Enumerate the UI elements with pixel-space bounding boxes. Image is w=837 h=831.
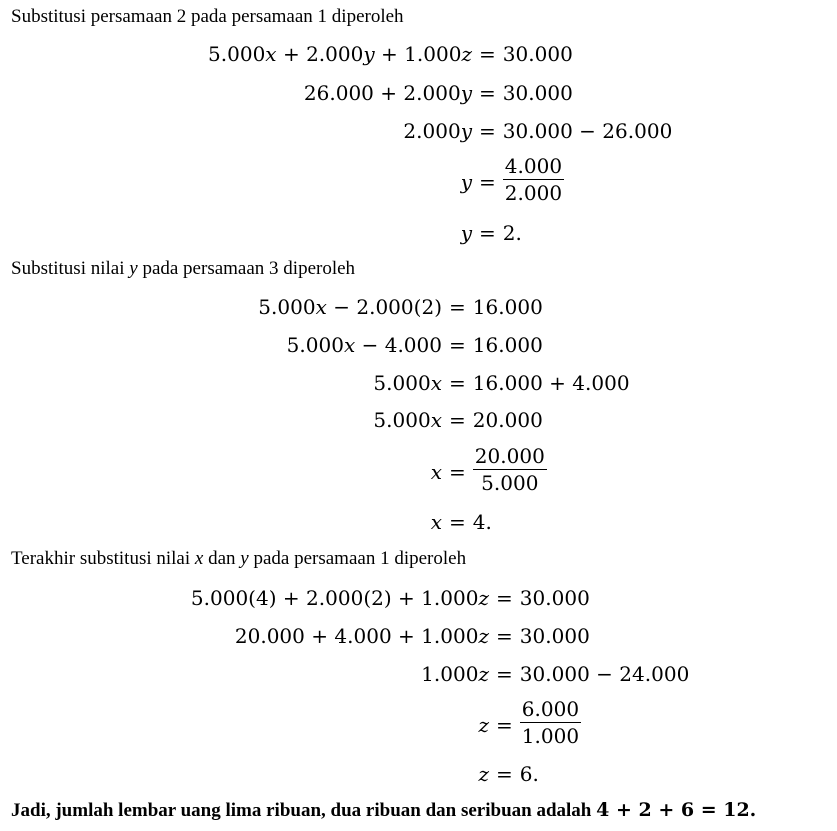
equation-rhs: 16.000 + 4.000 (472, 371, 630, 395)
equals-sign: = (496, 762, 513, 786)
fraction-denominator: 2.000 (504, 181, 563, 205)
heading-variable: x (194, 548, 204, 569)
equation-lhs: 5.000x (373, 408, 442, 432)
equation-rhs: 16.000 (472, 295, 543, 319)
equation-lhs: 2.000y (403, 119, 472, 143)
heading-text: dan (203, 548, 241, 569)
equals-sign: = (496, 662, 513, 686)
equation-line (373, 371, 630, 395)
equation-lhs: x (430, 460, 442, 484)
section3-heading (11, 548, 466, 570)
equation-rhs: 16.000 (472, 333, 543, 357)
conclusion-text: Jadi, jumlah lembar uang lima ribuan, dua ribuan dan seribuan adalah (11, 800, 597, 821)
equals-sign: = (449, 371, 466, 395)
equation-line (303, 81, 573, 105)
equation-lhs: 5.000x − 2.000(2) (258, 295, 442, 319)
equation-lhs: 1.000z (421, 662, 489, 686)
equation-lhs: y (460, 221, 472, 245)
conclusion (11, 799, 756, 822)
equation-lhs: 26.000 + 2.000y (303, 81, 472, 105)
equation-rhs: 20.000 (472, 408, 543, 432)
equals-sign: = (449, 510, 466, 534)
equation-line (373, 408, 543, 432)
equation-rhs: 30.000 (502, 81, 573, 105)
heading-text: Substitusi nilai (11, 258, 130, 279)
equation-lhs: z (478, 762, 489, 786)
fraction-denominator: 1.000 (521, 724, 580, 748)
fraction-denominator: 5.000 (481, 471, 539, 495)
equation-line (190, 586, 590, 610)
equation-rhs: 4. (472, 510, 492, 534)
equation-lhs: 5.000x + 2.000y + 1.000z (208, 42, 472, 66)
equals-sign: = (496, 586, 513, 610)
fraction-numerator: 4.000 (504, 154, 563, 178)
equals-sign: = (479, 119, 496, 143)
heading-text: Terakhir substitusi nilai (11, 548, 195, 569)
equals-sign: = (496, 713, 513, 737)
equation-lhs: 5.000(4) + 2.000(2) + 1.000z (190, 586, 489, 610)
section2-heading (11, 258, 355, 280)
equation-line (234, 624, 590, 648)
fraction (513, 696, 581, 749)
equation-line (258, 295, 543, 319)
equals-sign: = (496, 624, 513, 648)
equation-lhs: 20.000 + 4.000 + 1.000z (234, 624, 489, 648)
equation-lhs: 5.000x (373, 371, 442, 395)
section1-heading: Substitusi persamaan 2 pada persamaan 1 diperoleh (11, 6, 404, 27)
equals-sign: = (479, 42, 496, 66)
equals-sign: = (479, 170, 496, 194)
equals-sign: = (449, 460, 466, 484)
equation-lhs: y (460, 170, 472, 194)
equals-sign: = (449, 408, 466, 432)
equation-line (421, 662, 690, 686)
equation-line (430, 510, 492, 534)
equation-line (430, 444, 545, 495)
equation-lhs: x (430, 510, 442, 534)
equation-rhs: 30.000 (502, 42, 573, 66)
equation-line (460, 221, 522, 245)
fraction-numerator: 20.000 (474, 444, 545, 468)
fraction (466, 443, 547, 496)
equation-rhs: 6. (519, 762, 539, 786)
heading-variable: y (129, 258, 138, 279)
heading-text: pada persamaan 1 diperoleh (248, 548, 467, 569)
equals-sign: = (479, 81, 496, 105)
equation-rhs: 2. (502, 221, 522, 245)
conclusion-expression: 4 + 2 + 6 = 12. (596, 799, 757, 821)
equation-rhs: 30.000 (519, 624, 590, 648)
equation-line (460, 154, 563, 205)
equals-sign: = (449, 333, 466, 357)
equation-rhs: 30.000 (519, 586, 590, 610)
equation-lhs: 5.000x − 4.000 (286, 333, 442, 357)
fraction (496, 153, 564, 206)
heading-variable: y (240, 548, 249, 569)
heading-text: pada persamaan 3 diperoleh (137, 258, 356, 279)
equation-line (208, 42, 573, 66)
equation-lhs: z (478, 713, 489, 737)
equation-line (478, 697, 580, 748)
equation-line (286, 333, 543, 357)
equals-sign: = (449, 295, 466, 319)
equation-rhs: 30.000 − 26.000 (502, 119, 673, 143)
equation-rhs: 30.000 − 24.000 (519, 662, 690, 686)
equation-line (403, 119, 673, 143)
equation-line (478, 762, 539, 786)
equals-sign: = (479, 221, 496, 245)
fraction-numerator: 6.000 (521, 697, 580, 721)
